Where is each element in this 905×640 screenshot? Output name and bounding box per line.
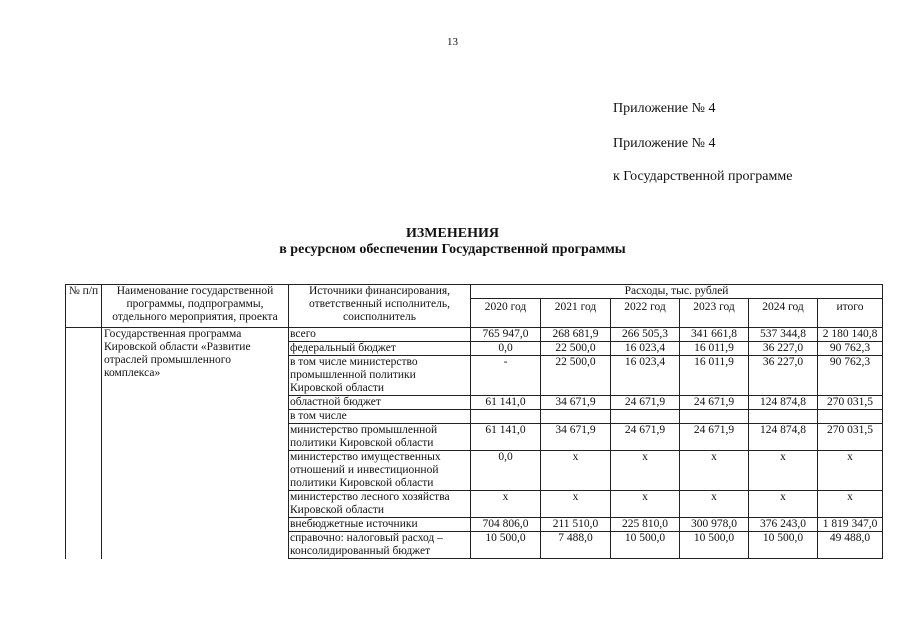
value-cell: 376 243,0 bbox=[749, 518, 818, 532]
value-cell: 537 344,8 bbox=[749, 328, 818, 342]
value-cell: 124 874,8 bbox=[749, 396, 818, 410]
value-cell: 10 500,0 bbox=[611, 532, 680, 559]
value-cell: 765 947,0 bbox=[471, 328, 541, 342]
source-cell: областной бюджет bbox=[289, 396, 471, 410]
value-cell: 2 180 140,8 bbox=[818, 328, 883, 342]
value-cell: х bbox=[818, 491, 883, 518]
source-cell: в том числе bbox=[289, 410, 471, 424]
row-number-cell bbox=[66, 328, 102, 559]
appendix-line-3: к Государственной программе bbox=[613, 169, 793, 184]
header-year: 2020 год bbox=[471, 299, 541, 328]
value-cell: х bbox=[541, 491, 611, 518]
value-cell: 24 671,9 bbox=[680, 424, 749, 451]
header-year: 2024 год bbox=[749, 299, 818, 328]
value-cell: 0,0 bbox=[471, 451, 541, 491]
value-cell: 61 141,0 bbox=[471, 424, 541, 451]
source-cell: всего bbox=[289, 328, 471, 342]
value-cell: х bbox=[749, 491, 818, 518]
value-cell: 7 488,0 bbox=[541, 532, 611, 559]
value-cell bbox=[611, 410, 680, 424]
value-cell: 24 671,9 bbox=[680, 396, 749, 410]
value-cell bbox=[818, 410, 883, 424]
source-cell: в том числе министерство промышленной политики Кировской области bbox=[289, 356, 471, 396]
source-cell: министерство лесного хозяйства Кировской области bbox=[289, 491, 471, 518]
value-cell: х bbox=[541, 451, 611, 491]
value-cell: - bbox=[471, 356, 541, 396]
header-total: итого bbox=[818, 299, 883, 328]
document-title: ИЗМЕНЕНИЯ bbox=[406, 226, 499, 241]
value-cell bbox=[541, 410, 611, 424]
source-cell: федеральный бюджет bbox=[289, 342, 471, 356]
source-cell: министерство имущественных отношений и инвестиционной политики Кировской области bbox=[289, 451, 471, 491]
value-cell: 16 023,4 bbox=[611, 356, 680, 396]
value-cell: 211 510,0 bbox=[541, 518, 611, 532]
program-name-cell: Государственная программа Кировской области «Развитие отраслей промышленного комплекса» bbox=[102, 328, 289, 559]
header-year: 2021 год bbox=[541, 299, 611, 328]
source-cell: министерство промышленной политики Кировской области bbox=[289, 424, 471, 451]
value-cell: 24 671,9 bbox=[611, 424, 680, 451]
value-cell: х bbox=[749, 451, 818, 491]
value-cell: 22 500,0 bbox=[541, 342, 611, 356]
value-cell: 36 227,0 bbox=[749, 342, 818, 356]
value-cell: 124 874,8 bbox=[749, 424, 818, 451]
value-cell: х bbox=[680, 491, 749, 518]
header-year: 2023 год bbox=[680, 299, 749, 328]
value-cell bbox=[471, 410, 541, 424]
value-cell: 266 505,3 bbox=[611, 328, 680, 342]
value-cell: 49 488,0 bbox=[818, 532, 883, 559]
header-year: 2022 год bbox=[611, 299, 680, 328]
value-cell: 16 011,9 bbox=[680, 356, 749, 396]
header-row-1 bbox=[66, 285, 883, 299]
value-cell: 22 500,0 bbox=[541, 356, 611, 396]
value-cell: 270 031,5 bbox=[818, 424, 883, 451]
appendix-line-1: Приложение № 4 bbox=[613, 101, 716, 116]
value-cell: х bbox=[611, 451, 680, 491]
header-expenses: Расходы, тыс. рублей bbox=[471, 285, 883, 299]
value-cell: 704 806,0 bbox=[471, 518, 541, 532]
appendix-line-2: Приложение № 4 bbox=[613, 136, 716, 151]
value-cell bbox=[749, 410, 818, 424]
value-cell: 225 810,0 bbox=[611, 518, 680, 532]
value-cell bbox=[680, 410, 749, 424]
header-name: Наименование государственной программы, подпрограммы, отдельного мероприятия, проекта bbox=[102, 285, 289, 328]
value-cell: 300 978,0 bbox=[680, 518, 749, 532]
value-cell: 0,0 bbox=[471, 342, 541, 356]
value-cell: 34 671,9 bbox=[541, 424, 611, 451]
value-cell: 61 141,0 bbox=[471, 396, 541, 410]
header-sources: Источники финансирования, ответственный исполнитель, соисполнитель bbox=[289, 285, 471, 328]
value-cell: х bbox=[818, 451, 883, 491]
page-number: 13 bbox=[447, 36, 458, 48]
value-cell: 34 671,9 bbox=[541, 396, 611, 410]
value-cell: 1 819 347,0 bbox=[818, 518, 883, 532]
document-subtitle: в ресурсном обеспечении Государственной программы bbox=[279, 242, 626, 257]
value-cell: 90 762,3 bbox=[818, 342, 883, 356]
value-cell: 341 661,8 bbox=[680, 328, 749, 342]
value-cell: 268 681,9 bbox=[541, 328, 611, 342]
header-num: № п/п bbox=[66, 285, 102, 328]
value-cell: 36 227,0 bbox=[749, 356, 818, 396]
value-cell: х bbox=[611, 491, 680, 518]
source-cell: справочно: налоговый расход – консолидированный бюджет bbox=[289, 532, 471, 559]
value-cell: х bbox=[680, 451, 749, 491]
value-cell: 10 500,0 bbox=[471, 532, 541, 559]
value-cell: х bbox=[471, 491, 541, 518]
value-cell: 10 500,0 bbox=[680, 532, 749, 559]
value-cell: 10 500,0 bbox=[749, 532, 818, 559]
value-cell: 16 011,9 bbox=[680, 342, 749, 356]
source-cell: внебюджетные источники bbox=[289, 518, 471, 532]
table-row bbox=[66, 328, 883, 342]
resource-table bbox=[65, 284, 883, 559]
value-cell: 24 671,9 bbox=[611, 396, 680, 410]
value-cell: 270 031,5 bbox=[818, 396, 883, 410]
value-cell: 90 762,3 bbox=[818, 356, 883, 396]
value-cell: 16 023,4 bbox=[611, 342, 680, 356]
